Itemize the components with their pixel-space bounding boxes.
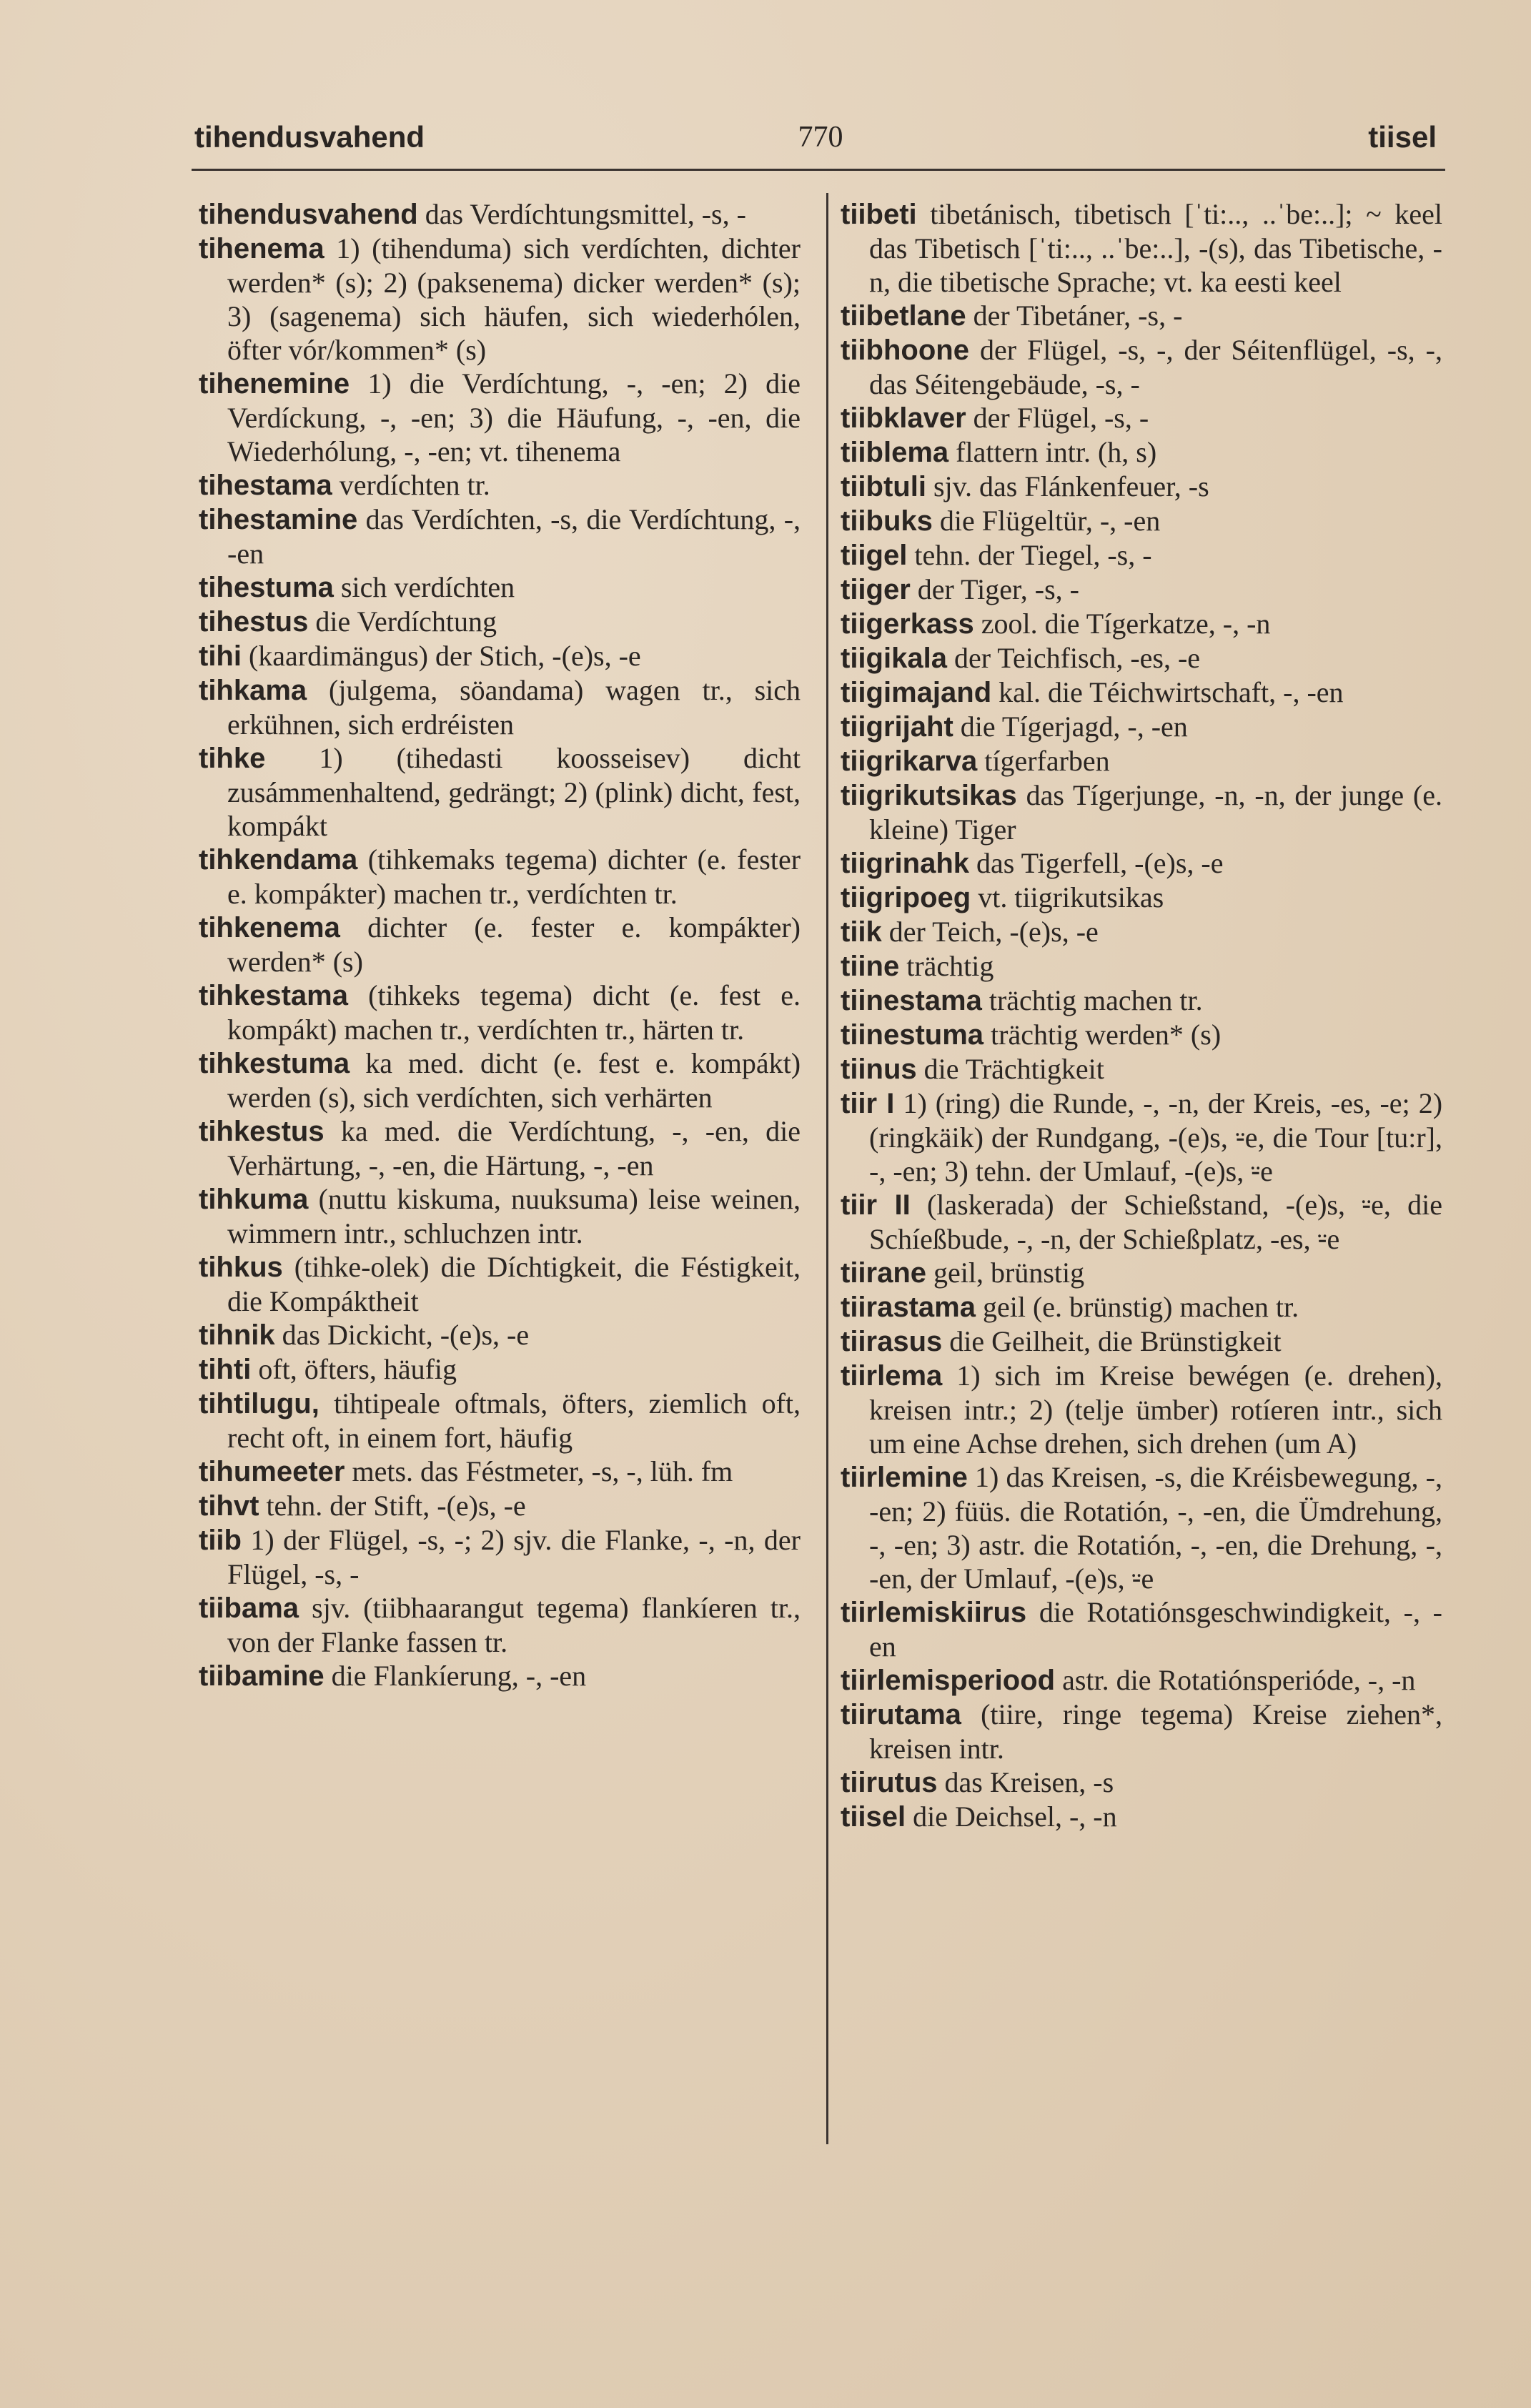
- entry-headword: tiibama: [199, 1592, 299, 1624]
- entry-definition: sjv. (tiibhaarangut tegema) flankíeren tr., von der Flanke fassen tr.: [227, 1592, 801, 1658]
- entry-headword: tihestus: [199, 606, 309, 638]
- entry-definition: flattern intr. (h, s): [956, 436, 1157, 468]
- dictionary-entry: [199, 367, 801, 468]
- dictionary-entry: [199, 1182, 801, 1250]
- dictionary-entry: [841, 915, 1442, 949]
- dictionary-entry: [199, 570, 801, 605]
- dictionary-entry: [199, 1352, 801, 1387]
- entry-definition: 1) die Verdíchtung, -, -en; 2) die Verdíckung, -, -en; 3) die Häufung, -, -en, die Wiederhólung, -, -en; vt. tihenema: [227, 367, 801, 467]
- entry-headword: tiir II: [841, 1189, 911, 1221]
- entry-definition: die Verdíchtung: [315, 605, 497, 638]
- dictionary-entry: [841, 333, 1442, 401]
- dictionary-entry: [199, 673, 801, 741]
- entry-definition: die Flügeltür, -, -en: [939, 505, 1161, 537]
- dictionary-entry: [199, 1387, 801, 1455]
- dictionary-entry: [199, 197, 801, 232]
- entry-headword: tiine: [841, 951, 900, 982]
- entry-headword: tiir I: [841, 1088, 895, 1119]
- entry-definition: oft, öfters, häufig: [258, 1353, 457, 1385]
- dictionary-entry: [841, 1086, 1442, 1188]
- dictionary-entry: [199, 1114, 801, 1182]
- entry-definition: der Teich, -(e)s, -e: [888, 916, 1099, 948]
- entry-definition: die Flankíerung, -, -en: [331, 1660, 587, 1692]
- dictionary-entry: [841, 641, 1442, 675]
- left-column: [199, 197, 801, 1693]
- entry-headword: tiibtuli: [841, 471, 926, 502]
- entry-headword: tihkuma: [199, 1184, 309, 1215]
- entry-definition: die Tígerjagd, -, -en: [960, 710, 1188, 743]
- entry-headword: tiirutama: [841, 1699, 961, 1730]
- entry-definition: (tihke-olek) die Díchtigkeit, die Féstigkeit, die Kompáktheit: [227, 1251, 801, 1317]
- entry-headword: tiirastama: [841, 1292, 976, 1323]
- entry-definition: tígerfarben: [984, 745, 1110, 777]
- entry-definition: (nuttu kiskuma, nuuksuma) leise weinen, wimmern intr., schluchzen intr.: [227, 1183, 801, 1249]
- entry-headword: tiibeti: [841, 199, 917, 230]
- dictionary-entry: [841, 1595, 1442, 1663]
- dictionary-entry: [841, 1663, 1442, 1698]
- dictionary-entry: [199, 911, 801, 978]
- entry-headword: tihkama: [199, 675, 307, 706]
- entry-definition: die Geilheit, die Brünstigkeit: [949, 1325, 1282, 1357]
- entry-headword: tiibklaver: [841, 402, 966, 434]
- entry-definition: (tiire, ringe tegema) Kreise ziehen*, kreisen intr.: [869, 1698, 1443, 1765]
- entry-headword: tiirlemiskiirus: [841, 1597, 1027, 1628]
- entry-definition: 1) der Flügel, -s, -; 2) sjv. die Flanke, -, -n, der Flügel, -s, -: [227, 1524, 801, 1590]
- dictionary-entry: [199, 605, 801, 639]
- dictionary-entry: [199, 741, 801, 843]
- dictionary-entry: [841, 1188, 1442, 1256]
- entry-headword: tiirlemisperiood: [841, 1665, 1056, 1696]
- right-column: [841, 197, 1442, 1834]
- dictionary-entry: [841, 573, 1442, 607]
- entry-definition: die Trächtigkeit: [923, 1053, 1104, 1085]
- entry-headword: tiibamine: [199, 1660, 324, 1692]
- dictionary-entry: [841, 881, 1442, 915]
- entry-headword: tihkendama: [199, 844, 358, 876]
- entry-definition: das Kreisen, -s: [944, 1766, 1114, 1798]
- dictionary-entry: [841, 1359, 1442, 1460]
- entry-definition: tibetánisch, tibetisch [ˈti:.., ..ˈbe:..]; ~ keel das Tibetisch [ˈti:.., ..ˈbe:..], -(s), das Tibetische, -n, die tibetische Sprache; vt. ka eesti keel: [869, 198, 1442, 298]
- dictionary-entry: [841, 197, 1442, 299]
- dictionary-entry: [199, 1250, 801, 1318]
- entry-definition: trächtig: [906, 950, 994, 982]
- entry-headword: tihkestuma: [199, 1048, 350, 1079]
- entry-definition: sjv. das Flánkenfeuer, -s: [933, 470, 1209, 502]
- column-divider: [826, 193, 828, 2144]
- dictionary-entry: [199, 1318, 801, 1352]
- entry-headword: tiinus: [841, 1054, 917, 1085]
- dictionary-entry: [841, 1800, 1442, 1834]
- entry-headword: tihkestus: [199, 1116, 324, 1147]
- entry-headword: tiirutus: [841, 1767, 938, 1798]
- entry-headword: tiibetlane: [841, 300, 966, 332]
- entry-headword: tiigikala: [841, 643, 947, 674]
- entry-headword: tiigrijaht: [841, 711, 953, 743]
- entry-headword: tihtilugu,: [199, 1388, 319, 1419]
- entry-headword: tiib: [199, 1525, 242, 1556]
- dictionary-entry: [841, 1018, 1442, 1052]
- header-first-headword: tihendusvahend: [194, 120, 425, 154]
- entry-definition: das Tigerfell, -(e)s, -e: [976, 847, 1224, 879]
- dictionary-entry: [841, 1765, 1442, 1800]
- dictionary-entry: [199, 1659, 801, 1693]
- entry-definition: kal. die Téichwirtschaft, -, -en: [999, 676, 1344, 708]
- entry-definition: trächtig werden* (s): [991, 1019, 1222, 1051]
- entry-definition: die Deichsel, -, -n: [913, 1800, 1117, 1833]
- dictionary-entry: [199, 1046, 801, 1114]
- entry-headword: tiik: [841, 916, 882, 948]
- entry-headword: tiirasus: [841, 1326, 943, 1357]
- entry-definition: ka med. die Verdíchtung, -, -en, die Verhärtung, -, -en, die Härtung, -, -en: [227, 1115, 801, 1181]
- entry-definition: (kaardimängus) der Stich, -(e)s, -e: [248, 640, 641, 672]
- entry-definition: (julgema, söandama) wagen tr., sich erkühnen, sich erdréisten: [227, 674, 801, 740]
- header-last-headword: tiisel: [1368, 120, 1437, 154]
- dictionary-entry: [199, 1489, 801, 1523]
- entry-headword: tiigripoeg: [841, 882, 971, 913]
- dictionary-entry: [199, 502, 801, 570]
- dictionary-entry: [841, 1460, 1442, 1595]
- entry-headword: tihkestama: [199, 980, 348, 1011]
- entry-definition: vt. tiigrikutsikas: [978, 881, 1164, 913]
- entry-headword: tihumeeter: [199, 1456, 345, 1487]
- entry-headword: tihendusvahend: [199, 199, 418, 230]
- entry-headword: tiigrikutsikas: [841, 780, 1017, 811]
- dictionary-entry: [841, 1052, 1442, 1086]
- dictionary-entry: [841, 470, 1442, 504]
- entry-headword: tiirane: [841, 1257, 927, 1289]
- entry-definition: 1) sich im Kreise bewégen (e. drehen), kreisen intr.; 2) (telje ümber) rotíeren intr., sich um eine Achse drehen, sich drehen (um A): [869, 1359, 1443, 1460]
- entry-headword: tiibhoone: [841, 335, 969, 366]
- entry-definition: das Verdíchtungsmittel, -s, -: [425, 198, 746, 230]
- entry-definition: sich verdíchten: [340, 571, 515, 603]
- entry-definition: der Tibetáner, -s, -: [973, 299, 1183, 332]
- dictionary-entry: [841, 1324, 1442, 1359]
- entry-definition: die Rotatiónsgeschwindigkeit, -, -en: [869, 1596, 1443, 1663]
- dictionary-entry: [841, 299, 1442, 333]
- entry-definition: tehn. der Tiegel, -s, -: [914, 539, 1152, 571]
- entry-headword: tiigerkass: [841, 608, 974, 640]
- dictionary-entry: [199, 1523, 801, 1591]
- entry-headword: tiinestuma: [841, 1019, 984, 1051]
- entry-headword: tihenema: [199, 233, 324, 264]
- dictionary-entry: [199, 843, 801, 911]
- entry-headword: tihenemine: [199, 368, 350, 400]
- entry-headword: tiibuks: [841, 505, 933, 537]
- entry-definition: (tihkeks tegema) dicht (e. fest e. kompákt) machen tr., verdíchten tr., härten tr.: [227, 979, 801, 1046]
- dictionary-entry: [841, 538, 1442, 573]
- dictionary-entry: [199, 978, 801, 1046]
- running-header: [192, 114, 1437, 160]
- entry-definition: der Tiger, -s, -: [917, 573, 1079, 605]
- page-number: 770: [798, 121, 843, 154]
- entry-headword: tiigrikarva: [841, 745, 978, 777]
- dictionary-entry: [841, 710, 1442, 744]
- entry-headword: tihnik: [199, 1319, 275, 1351]
- entry-definition: tehn. der Stift, -(e)s, -e: [266, 1490, 526, 1522]
- entry-headword: tiigimajand: [841, 677, 992, 708]
- dictionary-entry: [199, 468, 801, 502]
- entry-headword: tihi: [199, 640, 242, 672]
- entry-definition: 1) das Kreisen, -s, die Kréisbewegung, -, -en; 2) füüs. die Rotatión, -, -en, die Ümdrehung, -, -en; 3) astr. die Rotatión, -, -en, die Drehung, -, -en, der Umlauf, -(e)s, ⸚e: [869, 1461, 1443, 1595]
- entry-definition: der Teichfisch, -es, -e: [953, 642, 1201, 674]
- dictionary-entry: [841, 607, 1442, 641]
- entry-definition: (tihkemaks tegema) dichter (e. fester e. kompákter) machen tr., verdíchten tr.: [227, 843, 801, 910]
- entry-headword: tihke: [199, 743, 266, 774]
- entry-headword: tihestama: [199, 470, 332, 501]
- entry-definition: 1) (ring) die Runde, -, -n, der Kreis, -es, -e; 2) (ringkäik) der Rundgang, -(e)s, ⸚e, die Tour [tu:r], -, -en; 3) tehn. der Umlauf, -(e)s, ⸚e: [869, 1087, 1443, 1187]
- entry-definition: mets. das Féstmeter, -s, -, lüh. fm: [352, 1455, 733, 1487]
- dictionary-entry: [841, 1256, 1442, 1290]
- entry-definition: astr. die Rotatiónsperióde, -, -n: [1062, 1664, 1416, 1696]
- dictionary-entry: [199, 1591, 801, 1659]
- entry-definition: der Flügel, -s, -, der Séitenflügel, -s, -, das Séitengebäude, -s, -: [869, 334, 1442, 400]
- entry-definition: geil, brünstig: [933, 1257, 1085, 1289]
- dictionary-entry: [841, 675, 1442, 710]
- entry-definition: tihtipeale oftmals, öfters, ziemlich oft, recht oft, in einem fort, häufig: [227, 1387, 801, 1454]
- entry-headword: tiigrinahk: [841, 848, 970, 879]
- dictionary-entry: [199, 1455, 801, 1489]
- dictionary-entry: [841, 778, 1442, 846]
- dictionary-entry: [841, 846, 1442, 881]
- entry-headword: tihti: [199, 1354, 252, 1385]
- entry-headword: tiiblema: [841, 437, 949, 468]
- dictionary-entry: [841, 949, 1442, 983]
- entry-headword: tiisel: [841, 1801, 906, 1833]
- entry-definition: verdíchten tr.: [339, 469, 490, 501]
- entry-headword: tiirlemine: [841, 1462, 968, 1493]
- dictionary-entry: [841, 744, 1442, 778]
- entry-headword: tiiger: [841, 574, 911, 605]
- entry-headword: tihkus: [199, 1252, 283, 1283]
- entry-definition: ka med. dicht (e. fest e. kompákt) werden (s), sich verdíchten, sich verhärten: [227, 1047, 801, 1114]
- entry-headword: tihestuma: [199, 572, 334, 603]
- entry-definition: geil (e. brünstig) machen tr.: [982, 1291, 1299, 1323]
- entry-headword: tiirlema: [841, 1360, 943, 1392]
- entry-definition: 1) (tihenduma) sich verdíchten, dichter werden* (s); 2) (paksenema) dicker werden* (s); 3) (sagenema) sich häufen, sich wiederhólen, öfter vór/kommen* (s): [227, 232, 801, 366]
- entry-headword: tiigel: [841, 540, 908, 571]
- entry-headword: tihvt: [199, 1490, 259, 1522]
- entry-headword: tihkenema: [199, 912, 340, 943]
- entry-definition: dichter (e. fester e. kompákter) werden* (s): [227, 911, 801, 978]
- entry-definition: (laskerada) der Schießstand, -(e)s, ⸚e, die Schíeßbude, -, -n, der Schießplatz, -es, ⸚e: [869, 1189, 1442, 1255]
- dictionary-entry: [841, 983, 1442, 1018]
- dictionary-entry: [841, 1698, 1442, 1765]
- entry-definition: trächtig machen tr.: [989, 984, 1203, 1016]
- entry-headword: tiinestama: [841, 985, 982, 1016]
- header-rule: [192, 169, 1445, 171]
- entry-definition: das Tígerjunge, -n, -n, der junge (e. kleine) Tiger: [869, 779, 1443, 846]
- entry-definition: zool. die Tígerkatze, -, -n: [981, 608, 1271, 640]
- entry-definition: das Verdíchten, -s, die Verdíchtung, -, -en: [227, 503, 801, 570]
- dictionary-entry: [199, 232, 801, 367]
- entry-definition: 1) (tihedasti koosseisev) dicht zusámmenhaltend, gedrängt; 2) (plink) dicht, fest, kompákt: [227, 742, 801, 842]
- dictionary-entry: [841, 435, 1442, 470]
- dictionary-entry: [841, 1290, 1442, 1324]
- entry-definition: der Flügel, -s, -: [973, 402, 1149, 434]
- dictionary-entry: [199, 639, 801, 673]
- dictionary-entry: [841, 401, 1442, 435]
- entry-definition: das Dickicht, -(e)s, -e: [282, 1319, 530, 1351]
- entry-headword: tihestamine: [199, 504, 358, 535]
- dictionary-entry: [841, 504, 1442, 538]
